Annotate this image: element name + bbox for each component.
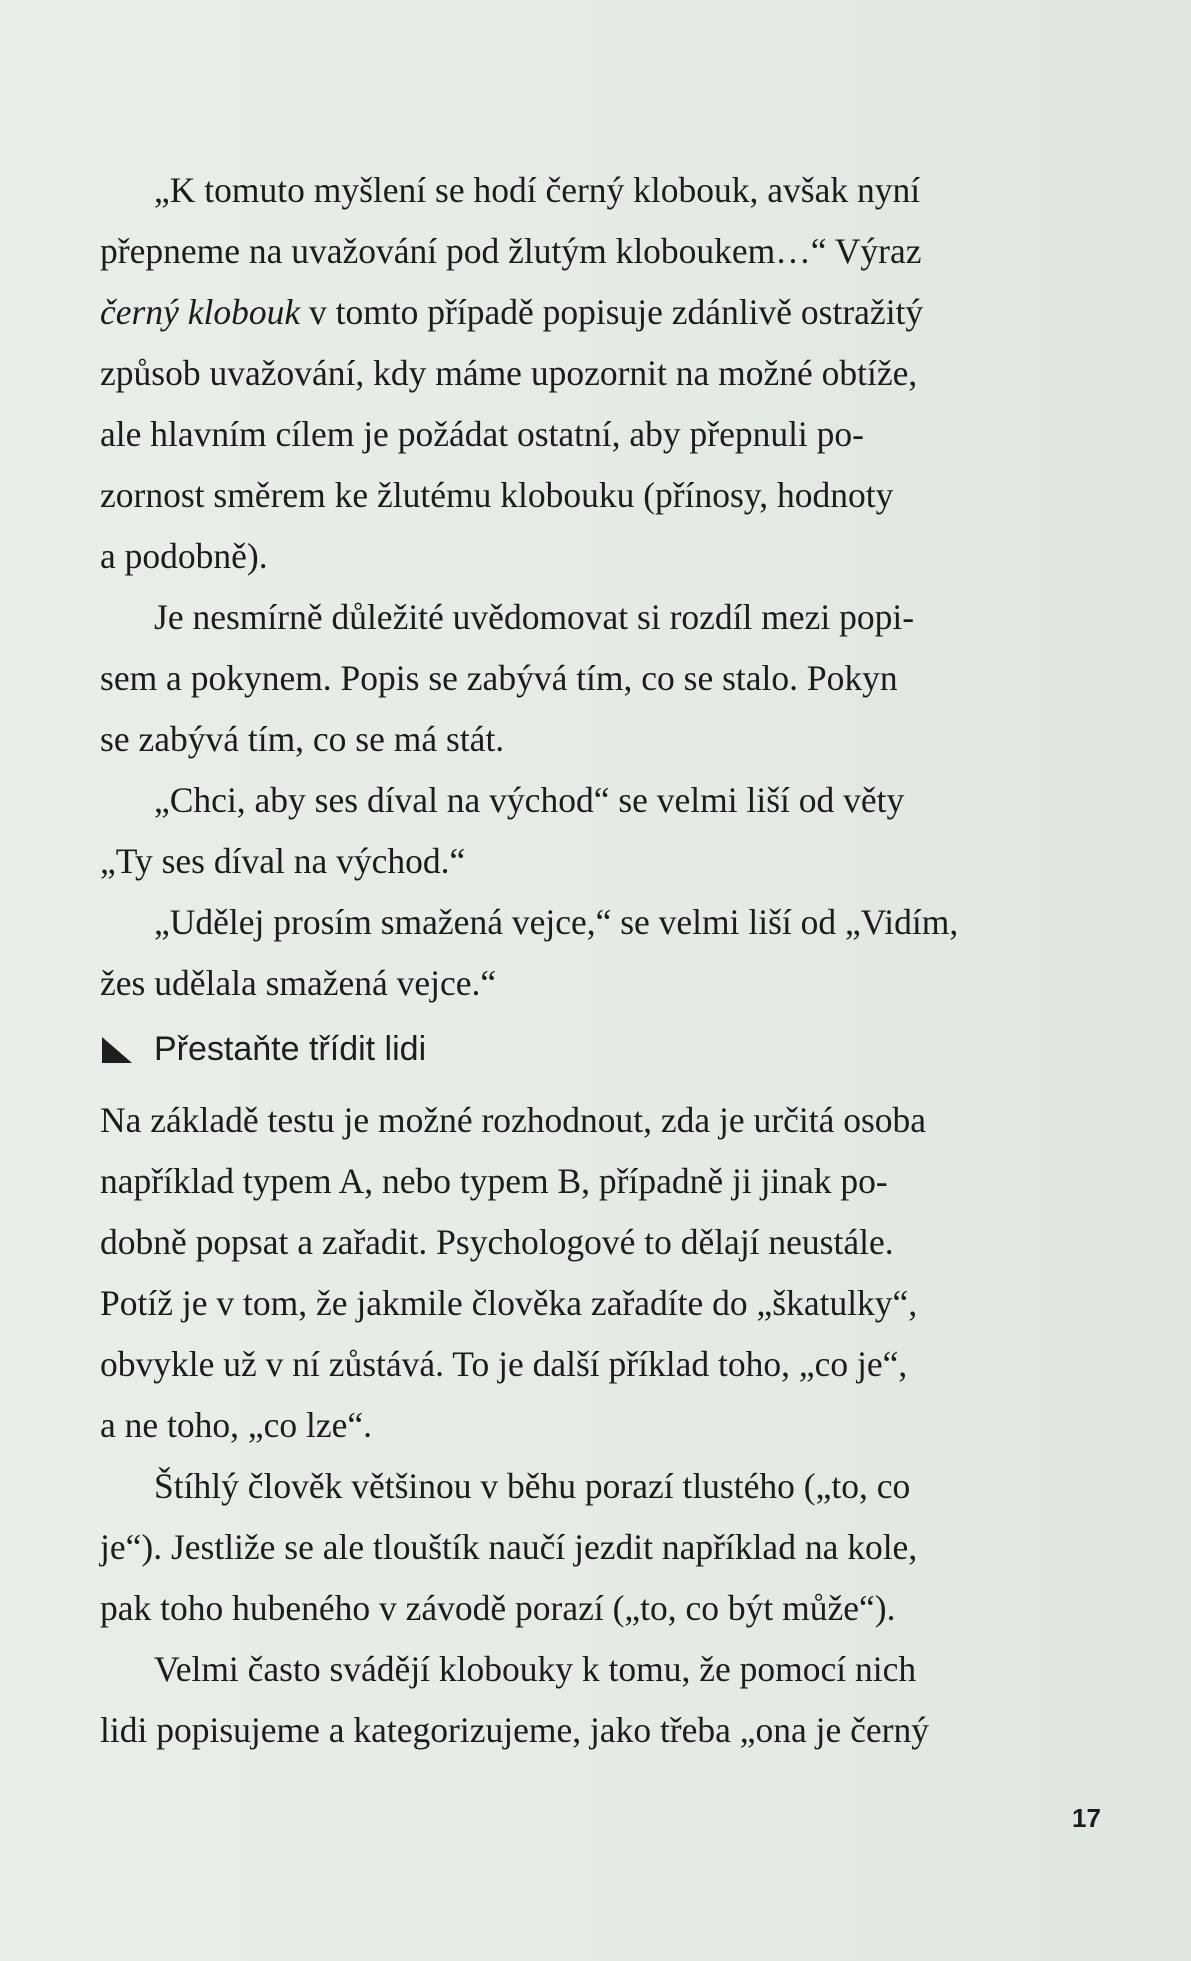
italic-term: černý klobouk — [100, 292, 301, 332]
text-line — [100, 282, 1040, 343]
paragraph — [100, 587, 1040, 648]
text-line: způsob uvažování, kdy máme upozornit na možné obtíže, — [100, 353, 918, 393]
text-line: „Ty ses díval na východ.“ — [100, 841, 466, 881]
text-line: „K tomuto myšlení se hodí černý klobouk, avšak nyní — [154, 170, 921, 210]
paragraph-continuation — [100, 648, 1040, 770]
text-line: Potíž je v tom, že jakmile člověka zařadíte do „škatulky“, — [100, 1283, 918, 1323]
text-line: žes udělala smažená vejce.“ — [100, 963, 497, 1003]
text-line: obvykle už v ní zůstává. To je další příklad toho, „co je“, — [100, 1344, 908, 1384]
text-line: Štíhlý člověk většinou v běhu porazí tlustého („to, co — [154, 1466, 911, 1506]
text-line: lidi popisujeme a kategorizujeme, jako třeba „ona je černý — [100, 1710, 929, 1750]
bottom-text-section — [100, 1090, 1040, 1761]
paragraph-continuation — [100, 1700, 1040, 1761]
text-line: „Chci, aby ses díval na východ“ se velmi liší od věty — [154, 780, 905, 820]
paragraph — [100, 1090, 1040, 1456]
paragraph — [100, 770, 1040, 831]
paragraph — [100, 160, 1040, 221]
paragraph-continuation — [100, 1517, 1040, 1639]
paragraph-continuation — [100, 831, 1040, 892]
text-line: je“). Jestliže se ale tlouštík naučí jezdit například na kole, — [100, 1527, 918, 1567]
section-heading — [100, 1030, 426, 1069]
text-line: se zabývá tím, co se má stát. — [100, 719, 505, 759]
text-line: ale hlavním cílem je požádat ostatní, aby přepnuli po- — [100, 414, 864, 454]
text-line: sem a pokynem. Popis se zabývá tím, co se stalo. Pokyn — [100, 658, 898, 698]
paragraph-continuation — [100, 221, 1040, 587]
text-line: Na základě testu je možné rozhodnout, zda je určitá osoba — [100, 1100, 927, 1140]
text-line: a ne toho, „co lze“. — [100, 1405, 373, 1445]
text-line: Velmi často svádějí klobouky k tomu, že pomocí nich — [154, 1649, 917, 1689]
text-line: Je nesmírně důležité uvědomovat si rozdíl mezi popi- — [154, 597, 915, 637]
text-line: a podobně). — [100, 536, 268, 576]
text-line: dobně popsat a zařadit. Psychologové to dělají neustále. — [100, 1222, 894, 1262]
paragraph-continuation — [100, 953, 1040, 1014]
paragraph — [100, 1639, 1040, 1700]
text-line: pak toho hubeného v závodě porazí („to, co být může“). — [100, 1588, 896, 1628]
text-fragment: v tomto případě popisuje zdánlivě ostražitý — [300, 292, 924, 332]
paragraph — [100, 892, 1040, 953]
text-line: přepneme na uvažování pod žlutým kloboukem…“ Výraz — [100, 231, 922, 271]
triangle-bullet-icon — [100, 1035, 134, 1065]
paragraph — [100, 1456, 1040, 1517]
text-line: například typem A, nebo typem B, případně ji jinak po- — [100, 1161, 888, 1201]
top-text-section — [100, 160, 1040, 1014]
text-line: „Udělej prosím smažená vejce,“ se velmi liší od „Vidím, — [154, 902, 959, 942]
page-number: 17 — [1072, 1803, 1101, 1833]
text-line: zornost směrem ke žlutému klobouku (přínosy, hodnoty — [100, 475, 894, 515]
section-heading-text: Přestaňte třídit lidi — [154, 1030, 427, 1068]
